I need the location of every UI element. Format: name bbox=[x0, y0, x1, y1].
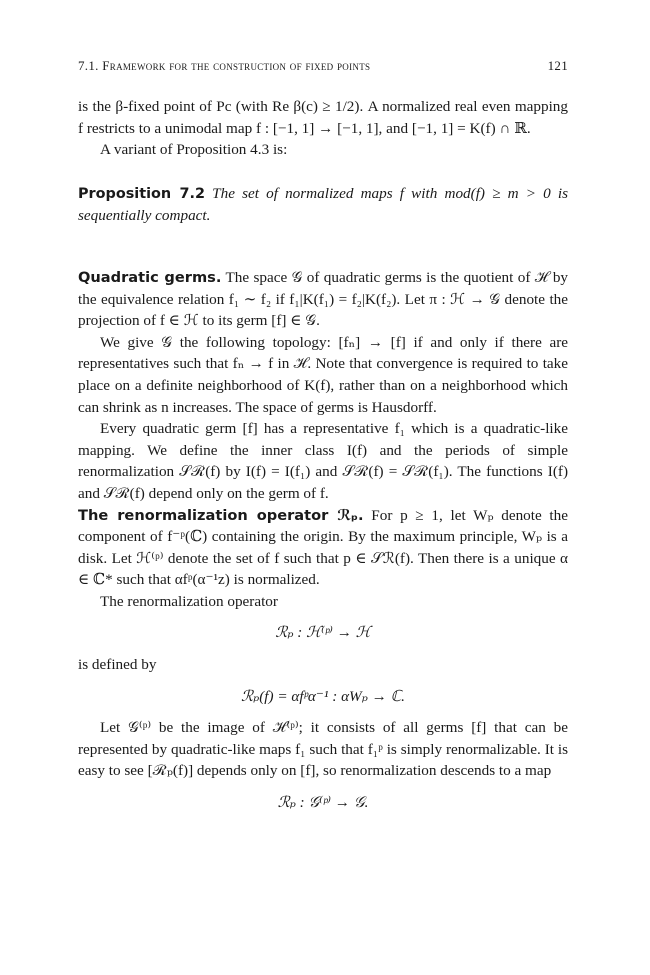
section-heading: The renormalization operator ℛₚ. bbox=[78, 506, 364, 524]
equation: ℛₚ(f) = αfᵖα⁻¹ : αWₚ → ℂ. bbox=[241, 687, 405, 705]
proposition-label: Proposition 7.2 bbox=[78, 185, 206, 202]
proposition bbox=[78, 183, 568, 227]
paragraph-text: The space 𝒢 of quadratic germs is the quotient of ℋ by the equivalence relation f₁ ∼ f₂ if f₁|K(f₁) = f₂|K(f₂). Let π : ℋ → 𝒢 denote the projection of f ∈ ℋ to its germ [f] ∈ 𝒢. bbox=[78, 268, 569, 330]
page-body bbox=[78, 96, 568, 814]
equation: ℛₚ : 𝒢⁽ᵖ⁾ → 𝒢. bbox=[277, 794, 369, 812]
paragraph: is defined by bbox=[78, 656, 157, 674]
paragraph: We give 𝒢 the following topology: [fₙ] → [f] if and only if there are representatives such that fₙ → f in ℋ. Note that convergence is required to take place on a definite neighborhood of K(f), rather than on a neighborhood which can shrink as n increases. The space of germs is Hausdorff. bbox=[78, 333, 568, 416]
paragraph: is the β-fixed point of Pc (with Re β(c) ≥ 1/2). A normalized real even mapping f restricts to a unimodal map f : [−1, 1] → [−1, 1], and [−1, 1] = K(f) ∩ ℝ. bbox=[78, 98, 568, 137]
paragraph: Let 𝒢⁽ᵖ⁾ be the image of ℋ⁽ᵖ⁾; it consists of all germs [f] that can be represented by quadratic-like maps f₁ such that f₁ᵖ is simply renormalizable. It is easy to see [ℛₚ(f)] depends only on [f], so renormalization descends to a map bbox=[78, 719, 568, 780]
paragraph bbox=[78, 267, 568, 332]
paragraph bbox=[78, 505, 568, 591]
page bbox=[78, 58, 568, 824]
paragraph-text: For p ≥ 1, let Wₚ denote the component of f⁻ᵖ(ℂ) containing the origin. By the maximum principle, Wₚ is a disk. Let ℋ⁽ᵖ⁾ denote the set of f such that p ∈ 𝒮ℛ(f). Then there is a unique α ∈ ℂ* such that αfᵖ(α⁻¹z) is normalized. bbox=[78, 506, 568, 589]
paragraph: Every quadratic germ [f] has a representative f₁ which is a quadratic-like mapping. We define the inner class I(f) and the periods of simple renormalization 𝒮ℛ(f) by I(f) = I(f₁) and 𝒮ℛ(f) = 𝒮ℛ(f₁). The functions I(f) and 𝒮ℛ(f) depend only on the germ of f. bbox=[78, 420, 568, 502]
proposition-text: The set of normalized maps f with mod(f) ≥ m > 0 is sequentially compact. bbox=[78, 184, 568, 225]
paragraph: A variant of Proposition 4.3 is: bbox=[100, 141, 288, 159]
page-number: 121 bbox=[547, 58, 568, 73]
section-heading: Quadratic germs. bbox=[78, 268, 222, 286]
equation: ℛₚ : ℋ⁽ᵖ⁾ → ℋ bbox=[275, 624, 371, 642]
running-header bbox=[78, 58, 568, 74]
paragraph: The renormalization operator bbox=[100, 592, 278, 610]
section-title: 7.1. Framework for the construction of fixed points bbox=[78, 58, 371, 73]
